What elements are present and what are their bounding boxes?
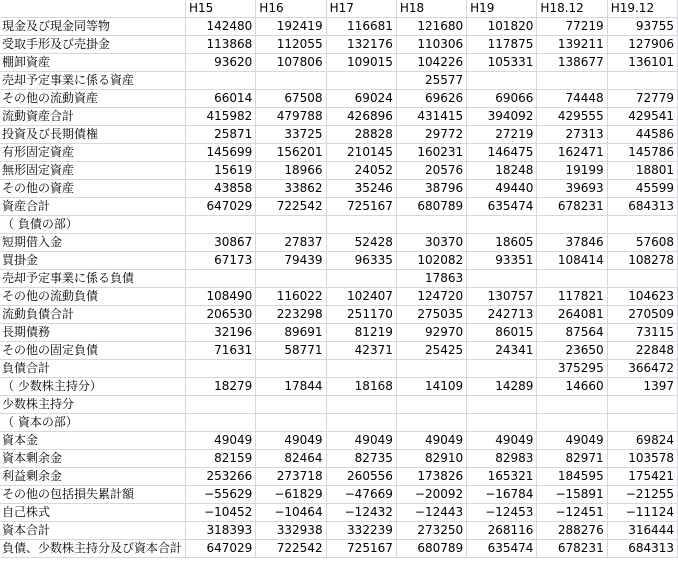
value-cell[interactable] <box>537 72 607 90</box>
value-cell[interactable]: 332938 <box>256 522 326 540</box>
row-label-cell[interactable]: 資産合計 <box>0 198 186 216</box>
table-row <box>0 288 678 306</box>
value-cell[interactable]: 79439 <box>256 252 326 270</box>
value-cell[interactable] <box>467 396 537 414</box>
value-cell[interactable]: 242713 <box>467 306 537 324</box>
value-cell[interactable]: 108414 <box>537 252 607 270</box>
table-row <box>0 144 678 162</box>
table-row <box>0 54 678 72</box>
table-row <box>0 342 678 360</box>
value-cell[interactable]: 69024 <box>326 90 396 108</box>
value-cell[interactable]: 426896 <box>326 108 396 126</box>
value-cell[interactable]: 117875 <box>467 36 537 54</box>
value-cell[interactable]: 18966 <box>256 162 326 180</box>
value-cell[interactable]: 722542 <box>256 540 326 558</box>
value-cell[interactable] <box>467 72 537 90</box>
table-row <box>0 378 678 396</box>
value-cell[interactable]: −12443 <box>396 504 466 522</box>
value-cell[interactable]: 18168 <box>326 378 396 396</box>
value-cell[interactable]: 105331 <box>467 54 537 72</box>
value-cell[interactable] <box>326 270 396 288</box>
value-cell[interactable]: 43858 <box>186 180 256 198</box>
value-cell[interactable]: 24052 <box>326 162 396 180</box>
value-cell[interactable]: 635474 <box>467 540 537 558</box>
value-cell[interactable]: 82159 <box>186 450 256 468</box>
value-cell[interactable]: −12432 <box>326 504 396 522</box>
value-cell[interactable]: 77219 <box>537 18 607 36</box>
value-cell[interactable]: 82464 <box>256 450 326 468</box>
value-cell[interactable]: 27837 <box>256 234 326 252</box>
value-cell[interactable]: 49049 <box>467 432 537 450</box>
value-cell[interactable]: 69824 <box>607 432 677 450</box>
value-cell[interactable] <box>186 216 256 234</box>
value-cell[interactable]: 32196 <box>186 324 256 342</box>
value-cell[interactable]: 66014 <box>186 90 256 108</box>
row-label-cell[interactable]: 流動負債合計 <box>0 306 186 324</box>
value-cell[interactable] <box>607 72 677 90</box>
value-cell[interactable]: 15619 <box>186 162 256 180</box>
row-label-cell[interactable]: 現金及び現金同等物 <box>0 18 186 36</box>
value-cell[interactable]: 18279 <box>186 378 256 396</box>
value-cell[interactable]: 725167 <box>326 540 396 558</box>
value-cell[interactable]: 49049 <box>256 432 326 450</box>
table-row <box>0 216 678 234</box>
value-cell[interactable]: 45599 <box>607 180 677 198</box>
value-cell[interactable] <box>256 396 326 414</box>
table-row <box>0 540 678 558</box>
row-label-cell[interactable]: 有形固定資産 <box>0 144 186 162</box>
value-cell[interactable]: 49049 <box>396 432 466 450</box>
value-cell[interactable]: 14660 <box>537 378 607 396</box>
value-cell[interactable]: 116681 <box>326 18 396 36</box>
row-label-cell[interactable]: その他の資産 <box>0 180 186 198</box>
value-cell[interactable]: 273718 <box>256 468 326 486</box>
value-cell[interactable]: 121680 <box>396 18 466 36</box>
value-cell[interactable]: 138677 <box>537 54 607 72</box>
value-cell[interactable] <box>256 414 326 432</box>
value-cell[interactable]: 722542 <box>256 198 326 216</box>
table-row <box>0 36 678 54</box>
value-cell[interactable]: 223298 <box>256 306 326 324</box>
value-cell[interactable]: 366472 <box>607 360 677 378</box>
value-cell[interactable]: 117821 <box>537 288 607 306</box>
row-label-cell[interactable]: その他の流動負債 <box>0 288 186 306</box>
row-label-cell[interactable]: 棚卸資産 <box>0 54 186 72</box>
value-cell[interactable]: 116022 <box>256 288 326 306</box>
table-row <box>0 396 678 414</box>
value-cell[interactable] <box>537 396 607 414</box>
table-row <box>0 468 678 486</box>
header-row <box>0 0 678 18</box>
value-cell[interactable]: −61829 <box>256 486 326 504</box>
value-cell[interactable]: 206530 <box>186 306 256 324</box>
value-cell[interactable] <box>186 396 256 414</box>
value-cell[interactable] <box>326 414 396 432</box>
value-cell[interactable]: 23650 <box>537 342 607 360</box>
value-cell[interactable]: −15891 <box>537 486 607 504</box>
table-row <box>0 252 678 270</box>
value-cell[interactable]: 127906 <box>607 36 677 54</box>
table-row <box>0 306 678 324</box>
value-cell[interactable] <box>607 270 677 288</box>
row-label-cell[interactable]: 利益剰余金 <box>0 468 186 486</box>
value-cell[interactable]: 33725 <box>256 126 326 144</box>
table-row <box>0 360 678 378</box>
value-cell[interactable]: 81219 <box>326 324 396 342</box>
value-cell[interactable]: 67508 <box>256 90 326 108</box>
value-cell[interactable]: 57608 <box>607 234 677 252</box>
value-cell[interactable]: −21255 <box>607 486 677 504</box>
table-row <box>0 18 678 36</box>
value-cell[interactable]: 18605 <box>467 234 537 252</box>
value-cell[interactable]: 17844 <box>256 378 326 396</box>
value-cell[interactable]: 82983 <box>467 450 537 468</box>
value-cell[interactable]: 82735 <box>326 450 396 468</box>
value-cell[interactable]: 28828 <box>326 126 396 144</box>
value-cell[interactable] <box>186 414 256 432</box>
value-cell[interactable]: 49440 <box>467 180 537 198</box>
value-cell[interactable]: 25577 <box>396 72 466 90</box>
value-cell[interactable] <box>537 270 607 288</box>
value-cell[interactable]: 52428 <box>326 234 396 252</box>
value-cell[interactable] <box>256 72 326 90</box>
value-cell[interactable]: 431415 <box>396 108 466 126</box>
value-cell[interactable]: 160231 <box>396 144 466 162</box>
value-cell[interactable]: 647029 <box>186 540 256 558</box>
value-cell[interactable]: 108490 <box>186 288 256 306</box>
value-cell[interactable]: 69066 <box>467 90 537 108</box>
value-cell[interactable]: 684313 <box>607 198 677 216</box>
value-cell[interactable]: 251170 <box>326 306 396 324</box>
value-cell[interactable]: 173826 <box>396 468 466 486</box>
value-cell[interactable]: 375295 <box>537 360 607 378</box>
value-cell[interactable] <box>607 414 677 432</box>
row-label-cell[interactable]: 流動資産合計 <box>0 108 186 126</box>
column-header-cell[interactable]: H15 <box>186 0 256 18</box>
value-cell[interactable]: 635474 <box>467 198 537 216</box>
value-cell[interactable]: 275035 <box>396 306 466 324</box>
value-cell[interactable]: 210145 <box>326 144 396 162</box>
value-cell[interactable]: 273250 <box>396 522 466 540</box>
value-cell[interactable] <box>186 72 256 90</box>
value-cell[interactable]: 192419 <box>256 18 326 36</box>
value-cell[interactable]: 35246 <box>326 180 396 198</box>
row-label-cell[interactable]: その他の包括損失累計額 <box>0 486 186 504</box>
value-cell[interactable]: 96335 <box>326 252 396 270</box>
column-header-cell[interactable]: H19.12 <box>607 0 677 18</box>
table-row <box>0 450 678 468</box>
value-cell[interactable]: 20576 <box>396 162 466 180</box>
table-row <box>0 108 678 126</box>
value-cell[interactable]: 264081 <box>537 306 607 324</box>
value-cell[interactable]: 260556 <box>326 468 396 486</box>
row-label-cell[interactable]: 少数株主持分 <box>0 396 186 414</box>
row-label-cell[interactable]: 投資及び長期債権 <box>0 126 186 144</box>
value-cell[interactable]: 136101 <box>607 54 677 72</box>
value-cell[interactable]: 145699 <box>186 144 256 162</box>
value-cell[interactable] <box>326 216 396 234</box>
value-cell[interactable]: 415982 <box>186 108 256 126</box>
value-cell[interactable]: 680789 <box>396 540 466 558</box>
value-cell[interactable]: 678231 <box>537 198 607 216</box>
value-cell[interactable] <box>537 414 607 432</box>
row-label-cell[interactable]: 負債、少数株主持分及び資本合計 <box>0 540 186 558</box>
value-cell[interactable]: 44586 <box>607 126 677 144</box>
value-cell[interactable]: −16784 <box>467 486 537 504</box>
row-label-cell[interactable]: 売却予定事業に係る負債 <box>0 270 186 288</box>
value-cell[interactable]: 49049 <box>537 432 607 450</box>
value-cell[interactable]: 25425 <box>396 342 466 360</box>
row-label-cell[interactable]: 資本剰余金 <box>0 450 186 468</box>
value-cell[interactable]: 82971 <box>537 450 607 468</box>
value-cell[interactable]: 93755 <box>607 18 677 36</box>
value-cell[interactable]: 429555 <box>537 108 607 126</box>
row-label-cell[interactable]: 売却予定事業に係る資産 <box>0 72 186 90</box>
value-cell[interactable]: 18248 <box>467 162 537 180</box>
row-label-cell[interactable]: （ 少数株主持分） <box>0 378 186 396</box>
value-cell[interactable]: 19199 <box>537 162 607 180</box>
value-cell[interactable] <box>326 396 396 414</box>
value-cell[interactable]: 93351 <box>467 252 537 270</box>
value-cell[interactable]: 112055 <box>256 36 326 54</box>
value-cell[interactable]: 38796 <box>396 180 466 198</box>
value-cell[interactable]: 288276 <box>537 522 607 540</box>
row-label-cell[interactable]: （ 負債の部） <box>0 216 186 234</box>
value-cell[interactable] <box>537 216 607 234</box>
value-cell[interactable]: 1397 <box>607 378 677 396</box>
value-cell[interactable]: 108278 <box>607 252 677 270</box>
value-cell[interactable]: 27219 <box>467 126 537 144</box>
value-cell[interactable]: 17863 <box>396 270 466 288</box>
value-cell[interactable]: 27313 <box>537 126 607 144</box>
value-cell[interactable]: −10464 <box>256 504 326 522</box>
value-cell[interactable]: 104226 <box>396 54 466 72</box>
value-cell[interactable]: 103578 <box>607 450 677 468</box>
value-cell[interactable] <box>326 72 396 90</box>
value-cell[interactable]: 647029 <box>186 198 256 216</box>
value-cell[interactable]: 72779 <box>607 90 677 108</box>
value-cell[interactable]: 165321 <box>467 468 537 486</box>
value-cell[interactable]: 101820 <box>467 18 537 36</box>
row-label-cell[interactable]: 自己株式 <box>0 504 186 522</box>
value-cell[interactable]: 82910 <box>396 450 466 468</box>
value-cell[interactable]: 49049 <box>186 432 256 450</box>
value-cell[interactable]: 29772 <box>396 126 466 144</box>
value-cell[interactable]: 42371 <box>326 342 396 360</box>
value-cell[interactable]: 37846 <box>537 234 607 252</box>
row-label-cell[interactable]: 資本金 <box>0 432 186 450</box>
value-cell[interactable] <box>396 414 466 432</box>
value-cell[interactable]: 113868 <box>186 36 256 54</box>
value-cell[interactable]: 394092 <box>467 108 537 126</box>
value-cell[interactable]: 104623 <box>607 288 677 306</box>
row-label-cell[interactable]: （ 資本の部） <box>0 414 186 432</box>
value-cell[interactable]: 24341 <box>467 342 537 360</box>
table-row <box>0 90 678 108</box>
table-row <box>0 162 678 180</box>
value-cell[interactable] <box>186 270 256 288</box>
value-cell[interactable]: 110306 <box>396 36 466 54</box>
value-cell[interactable]: 39693 <box>537 180 607 198</box>
row-label-cell[interactable]: 長期債務 <box>0 324 186 342</box>
value-cell[interactable]: 22848 <box>607 342 677 360</box>
value-cell[interactable]: 25871 <box>186 126 256 144</box>
value-cell[interactable] <box>396 360 466 378</box>
value-cell[interactable]: 479788 <box>256 108 326 126</box>
value-cell[interactable]: 87564 <box>537 324 607 342</box>
value-cell[interactable] <box>467 216 537 234</box>
row-label-cell[interactable]: 無形固定資産 <box>0 162 186 180</box>
value-cell[interactable]: 86015 <box>467 324 537 342</box>
table-row <box>0 432 678 450</box>
value-cell[interactable]: 124720 <box>396 288 466 306</box>
value-cell[interactable] <box>186 360 256 378</box>
value-cell[interactable]: 156201 <box>256 144 326 162</box>
value-cell[interactable]: −20092 <box>396 486 466 504</box>
value-cell[interactable]: 102407 <box>326 288 396 306</box>
value-cell[interactable]: 253266 <box>186 468 256 486</box>
value-cell[interactable]: 67173 <box>186 252 256 270</box>
value-cell[interactable] <box>256 216 326 234</box>
row-label-cell[interactable]: 資本合計 <box>0 522 186 540</box>
value-cell[interactable]: 678231 <box>537 540 607 558</box>
value-cell[interactable] <box>467 270 537 288</box>
value-cell[interactable]: 58771 <box>256 342 326 360</box>
value-cell[interactable] <box>396 216 466 234</box>
value-cell[interactable]: 145786 <box>607 144 677 162</box>
row-label-cell[interactable]: 受取手形及び売掛金 <box>0 36 186 54</box>
table-row <box>0 198 678 216</box>
value-cell[interactable]: 142480 <box>186 18 256 36</box>
value-cell[interactable]: 73115 <box>607 324 677 342</box>
value-cell[interactable]: 130757 <box>467 288 537 306</box>
table-row <box>0 522 678 540</box>
value-cell[interactable]: 175421 <box>607 468 677 486</box>
value-cell[interactable]: −55629 <box>186 486 256 504</box>
value-cell[interactable]: 30867 <box>186 234 256 252</box>
value-cell[interactable]: 109015 <box>326 54 396 72</box>
value-cell[interactable]: 71631 <box>186 342 256 360</box>
value-cell[interactable]: 14289 <box>467 378 537 396</box>
value-cell[interactable] <box>467 360 537 378</box>
row-label-cell[interactable]: 買掛金 <box>0 252 186 270</box>
value-cell[interactable]: 89691 <box>256 324 326 342</box>
value-cell[interactable]: −11124 <box>607 504 677 522</box>
column-header-cell[interactable]: H18.12 <box>537 0 607 18</box>
value-cell[interactable]: 680789 <box>396 198 466 216</box>
value-cell[interactable]: 184595 <box>537 468 607 486</box>
value-cell[interactable]: 146475 <box>467 144 537 162</box>
value-cell[interactable] <box>396 396 466 414</box>
value-cell[interactable]: 429541 <box>607 108 677 126</box>
value-cell[interactable]: −12451 <box>537 504 607 522</box>
value-cell[interactable]: 33862 <box>256 180 326 198</box>
value-cell[interactable]: 74448 <box>537 90 607 108</box>
value-cell[interactable]: 92970 <box>396 324 466 342</box>
value-cell[interactable]: 270509 <box>607 306 677 324</box>
value-cell[interactable] <box>607 216 677 234</box>
header-cell-blank[interactable] <box>0 0 186 18</box>
value-cell[interactable] <box>607 396 677 414</box>
value-cell[interactable] <box>326 360 396 378</box>
table-row <box>0 486 678 504</box>
value-cell[interactable]: 132176 <box>326 36 396 54</box>
table-row <box>0 126 678 144</box>
row-label-cell[interactable]: その他の流動資産 <box>0 90 186 108</box>
value-cell[interactable]: 18801 <box>607 162 677 180</box>
table-row <box>0 72 678 90</box>
value-cell[interactable]: 684313 <box>607 540 677 558</box>
value-cell[interactable]: 316444 <box>607 522 677 540</box>
value-cell[interactable]: 14109 <box>396 378 466 396</box>
row-label-cell[interactable]: 負債合計 <box>0 360 186 378</box>
value-cell[interactable] <box>467 414 537 432</box>
table-row <box>0 234 678 252</box>
value-cell[interactable]: −47669 <box>326 486 396 504</box>
table-row <box>0 504 678 522</box>
value-cell[interactable]: 93620 <box>186 54 256 72</box>
value-cell[interactable]: 318393 <box>186 522 256 540</box>
row-label-cell[interactable]: その他の固定負債 <box>0 342 186 360</box>
value-cell[interactable] <box>256 360 326 378</box>
value-cell[interactable]: 69626 <box>396 90 466 108</box>
value-cell[interactable]: −10452 <box>186 504 256 522</box>
row-label-cell[interactable]: 短期借入金 <box>0 234 186 252</box>
value-cell[interactable]: 162471 <box>537 144 607 162</box>
value-cell[interactable]: 102082 <box>396 252 466 270</box>
table-row <box>0 414 678 432</box>
column-header-cell[interactable]: H19 <box>467 0 537 18</box>
value-cell[interactable]: 49049 <box>326 432 396 450</box>
column-header-cell[interactable]: H16 <box>256 0 326 18</box>
value-cell[interactable]: 107806 <box>256 54 326 72</box>
table-row <box>0 324 678 342</box>
value-cell[interactable] <box>256 270 326 288</box>
value-cell[interactable]: 30370 <box>396 234 466 252</box>
value-cell[interactable]: 332239 <box>326 522 396 540</box>
column-header-cell[interactable]: H17 <box>326 0 396 18</box>
value-cell[interactable]: 725167 <box>326 198 396 216</box>
value-cell[interactable]: 139211 <box>537 36 607 54</box>
column-header-cell[interactable]: H18 <box>396 0 466 18</box>
value-cell[interactable]: −12453 <box>467 504 537 522</box>
value-cell[interactable]: 268116 <box>467 522 537 540</box>
table-row <box>0 270 678 288</box>
table-row <box>0 180 678 198</box>
